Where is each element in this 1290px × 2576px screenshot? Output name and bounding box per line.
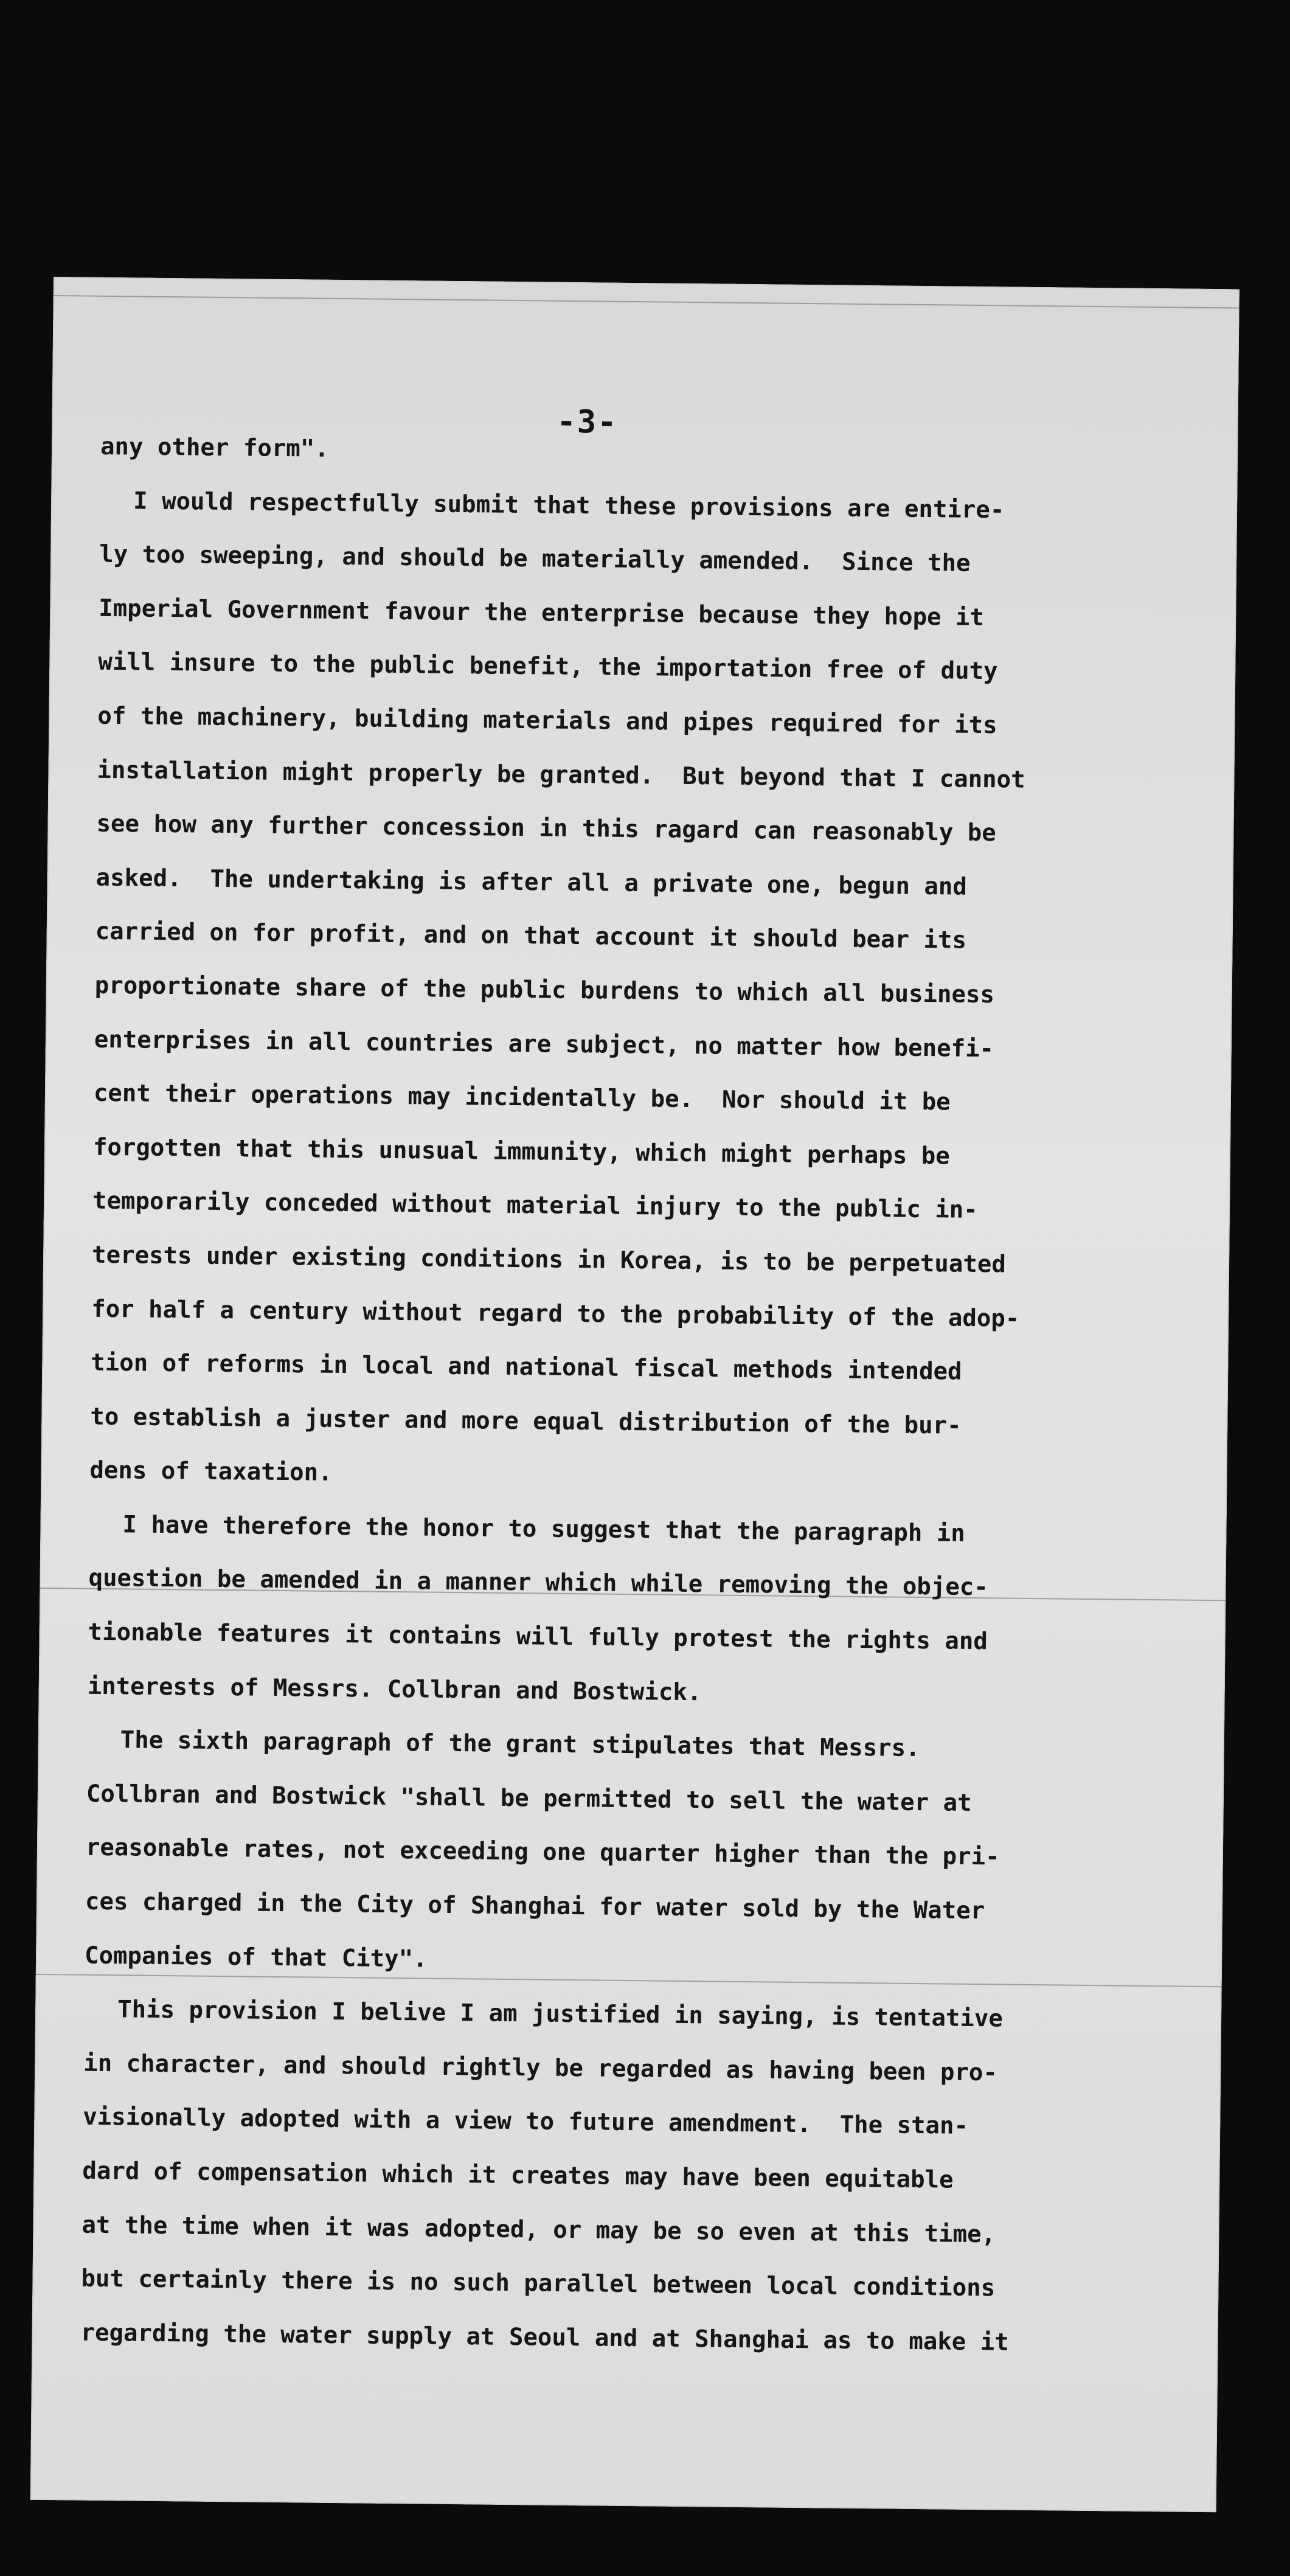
text-line: I would respectfully submit that these provisions are entire- bbox=[133, 487, 1005, 524]
text-line: ces charged in the City of Shanghai for water sold by the Water bbox=[85, 1887, 985, 1925]
text-line: tionable features it contains will fully protest the rights and bbox=[88, 1618, 988, 1656]
text-line: see how any further concession in this ragard can reasonably be bbox=[96, 810, 996, 847]
text-line: dens of taxation. bbox=[89, 1457, 333, 1487]
typed-body bbox=[80, 420, 1207, 2372]
text-line: I have therefore the honor to suggest that the paragraph in bbox=[122, 1511, 966, 1547]
text-line: will insure to the public benefit, the importation free of duty bbox=[98, 648, 998, 686]
text-line: tion of reforms in local and national fiscal methods intended bbox=[91, 1349, 962, 1386]
text-line: terests under existing conditions in Korea, is to be perpetuated bbox=[91, 1241, 1007, 1279]
page-number: -3- bbox=[557, 403, 618, 441]
text-line: ly too sweeping, and should be materially amended. Since the bbox=[99, 541, 971, 577]
text-line: forgotten that this unusual immunity, which might perhaps be bbox=[92, 1133, 950, 1170]
text-line: cent their operations may incidentally be. Nor should it be bbox=[93, 1079, 951, 1116]
text-line: asked. The undertaking is after all a private one, begun and bbox=[95, 864, 968, 901]
document-page bbox=[30, 277, 1240, 2512]
text-line: temporarily conceded without material injury to the public in- bbox=[92, 1187, 979, 1224]
text-line: The sixth paragraph of the grant stipulates that Messrs. bbox=[120, 1726, 920, 1763]
text-line: at the time when it was adopted, or may be so even at this time, bbox=[81, 2211, 996, 2248]
text-line: regarding the water supply at Seoul and at Shanghai as to make it bbox=[80, 2319, 1009, 2356]
text-line: of the machinery, building materials and pipes required for its bbox=[97, 702, 997, 740]
text-line: dard of compensation which it creates may have been equitable bbox=[82, 2157, 954, 2194]
text-line: any other form". bbox=[100, 432, 329, 463]
text-line: carried on for profit, and on that account it should bear its bbox=[95, 918, 967, 955]
text-line: installation might properly be granted. But beyond that I cannot bbox=[97, 756, 1025, 794]
text-line: Imperial Government favour the enterprise because they hope it bbox=[99, 594, 985, 631]
text-line: in character, and should rightly be regarded as having been pro- bbox=[83, 2049, 998, 2087]
text-line: proportionate share of the public burdens to which all business bbox=[94, 971, 995, 1009]
text-line: Collbran and Bostwick "shall be permitted to sell the water at bbox=[86, 1780, 972, 1817]
text-line: Companies of that City". bbox=[84, 1942, 428, 1973]
text-line: This provision I belive I am justified in saying, is tentative bbox=[117, 1996, 1004, 2033]
text-line: to establish a juster and more equal distribution of the bur- bbox=[90, 1403, 962, 1440]
rule-line bbox=[54, 295, 1240, 308]
text-line: visionally adopted with a view to future amendment. The stan- bbox=[83, 2103, 969, 2140]
text-line: interests of Messrs. Collbran and Bostwick. bbox=[87, 1672, 702, 1706]
text-line: question be amended in a manner which while removing the objec- bbox=[88, 1564, 989, 1602]
text-line: for half a century without regard to the probability of the adop- bbox=[91, 1295, 1020, 1333]
text-line: but certainly there is no such parallel between local conditions bbox=[81, 2265, 996, 2302]
text-line: reasonable rates, not exceeding one quarter higher than the pri- bbox=[85, 1834, 1000, 1871]
text-line: enterprises in all countries are subject, no matter how benefi- bbox=[94, 1026, 994, 1063]
